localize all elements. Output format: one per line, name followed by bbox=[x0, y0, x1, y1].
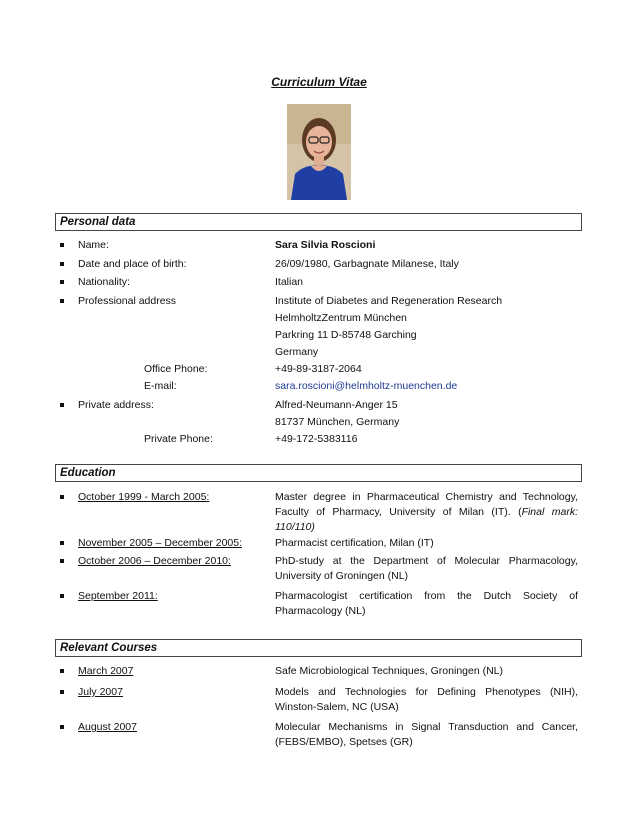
education-date: October 2006 – December 2010: bbox=[78, 555, 231, 567]
education-date: November 2005 – December 2005: bbox=[78, 537, 243, 549]
bullet-icon bbox=[60, 594, 64, 598]
bullet-icon bbox=[60, 541, 64, 545]
course-description: Molecular Mechanisms in Signal Transduction and Cancer, (FEBS/EMBO), Spetses (GR) bbox=[275, 721, 578, 748]
personal-data-heading: Personal data bbox=[55, 213, 582, 231]
private-phone-value: +49-172-5383116 bbox=[275, 433, 358, 445]
email-label: E-mail: bbox=[144, 380, 177, 392]
office-phone-label: Office Phone: bbox=[144, 363, 208, 375]
private-phone-label: Private Phone: bbox=[144, 433, 213, 445]
bullet-icon bbox=[60, 725, 64, 729]
bullet-icon bbox=[60, 403, 64, 407]
bullet-icon bbox=[60, 262, 64, 266]
course-description: Safe Microbiological Techniques, Groningen (NL) bbox=[275, 665, 504, 677]
courses-heading: Relevant Courses bbox=[55, 639, 582, 657]
education-description: Pharmacist certification, Milan (IT) bbox=[275, 537, 434, 549]
name-value: Sara Silvia Roscioni bbox=[275, 239, 376, 251]
education-date: October 1999 - March 2005: bbox=[78, 491, 210, 503]
bullet-icon bbox=[60, 669, 64, 673]
course-date: July 2007 bbox=[78, 686, 123, 698]
document-title: Curriculum Vitae bbox=[271, 75, 367, 89]
bullet-icon bbox=[60, 243, 64, 247]
email-link[interactable]: sara.roscioni@helmholtz-muenchen.de bbox=[275, 380, 458, 392]
bullet-icon bbox=[60, 280, 64, 284]
name-label: Name: bbox=[78, 239, 109, 251]
professional-address-label: Professional address bbox=[78, 295, 177, 307]
bullet-icon bbox=[60, 495, 64, 499]
course-description: Models and Technologies for Defining Phenotypes (NIH), Winston-Salem, NC (USA) bbox=[275, 686, 578, 713]
course-date: March 2007 bbox=[78, 665, 134, 677]
bullet-icon bbox=[60, 559, 64, 563]
dob-label: Date and place of birth: bbox=[78, 258, 187, 270]
private-address-line: Alfred-Neumann-Anger 15 bbox=[275, 399, 398, 411]
course-date: August 2007 bbox=[78, 721, 137, 733]
professional-address-line: Institute of Diabetes and Regeneration Research bbox=[275, 295, 503, 307]
nationality-label: Nationality: bbox=[78, 276, 130, 288]
professional-address-line: Germany bbox=[275, 346, 319, 358]
office-phone-value: +49-89-3187-2064 bbox=[275, 363, 362, 375]
bullet-icon bbox=[60, 690, 64, 694]
dob-value: 26/09/1980, Garbagnate Milanese, Italy bbox=[275, 258, 459, 270]
professional-address-line: Parkring 11 D-85748 Garching bbox=[275, 329, 417, 341]
education-final-mark: Final mark: 110/110) bbox=[275, 506, 578, 533]
education-description: PhD-study at the Department of Molecular Pharmacology, University of Groningen (NL) bbox=[275, 555, 578, 582]
nationality-value: Italian bbox=[275, 276, 304, 288]
portrait-photo bbox=[287, 104, 351, 200]
bullet-icon bbox=[60, 299, 64, 303]
education-description bbox=[275, 490, 578, 535]
professional-address-line: HelmholtzZentrum München bbox=[275, 312, 407, 324]
education-description: Pharmacologist certification from the Dutch Society of Pharmacology (NL) bbox=[275, 590, 578, 617]
private-address-line: 81737 München, Germany bbox=[275, 416, 400, 428]
private-address-label: Private address: bbox=[78, 399, 154, 411]
education-text: Master degree in Pharmaceutical Chemistry and Technology, Faculty of Pharmacy, University of Milan (IT). ( bbox=[275, 491, 578, 518]
portrait-image bbox=[287, 104, 351, 200]
education-date: September 2011: bbox=[78, 590, 158, 602]
education-heading: Education bbox=[55, 464, 582, 482]
